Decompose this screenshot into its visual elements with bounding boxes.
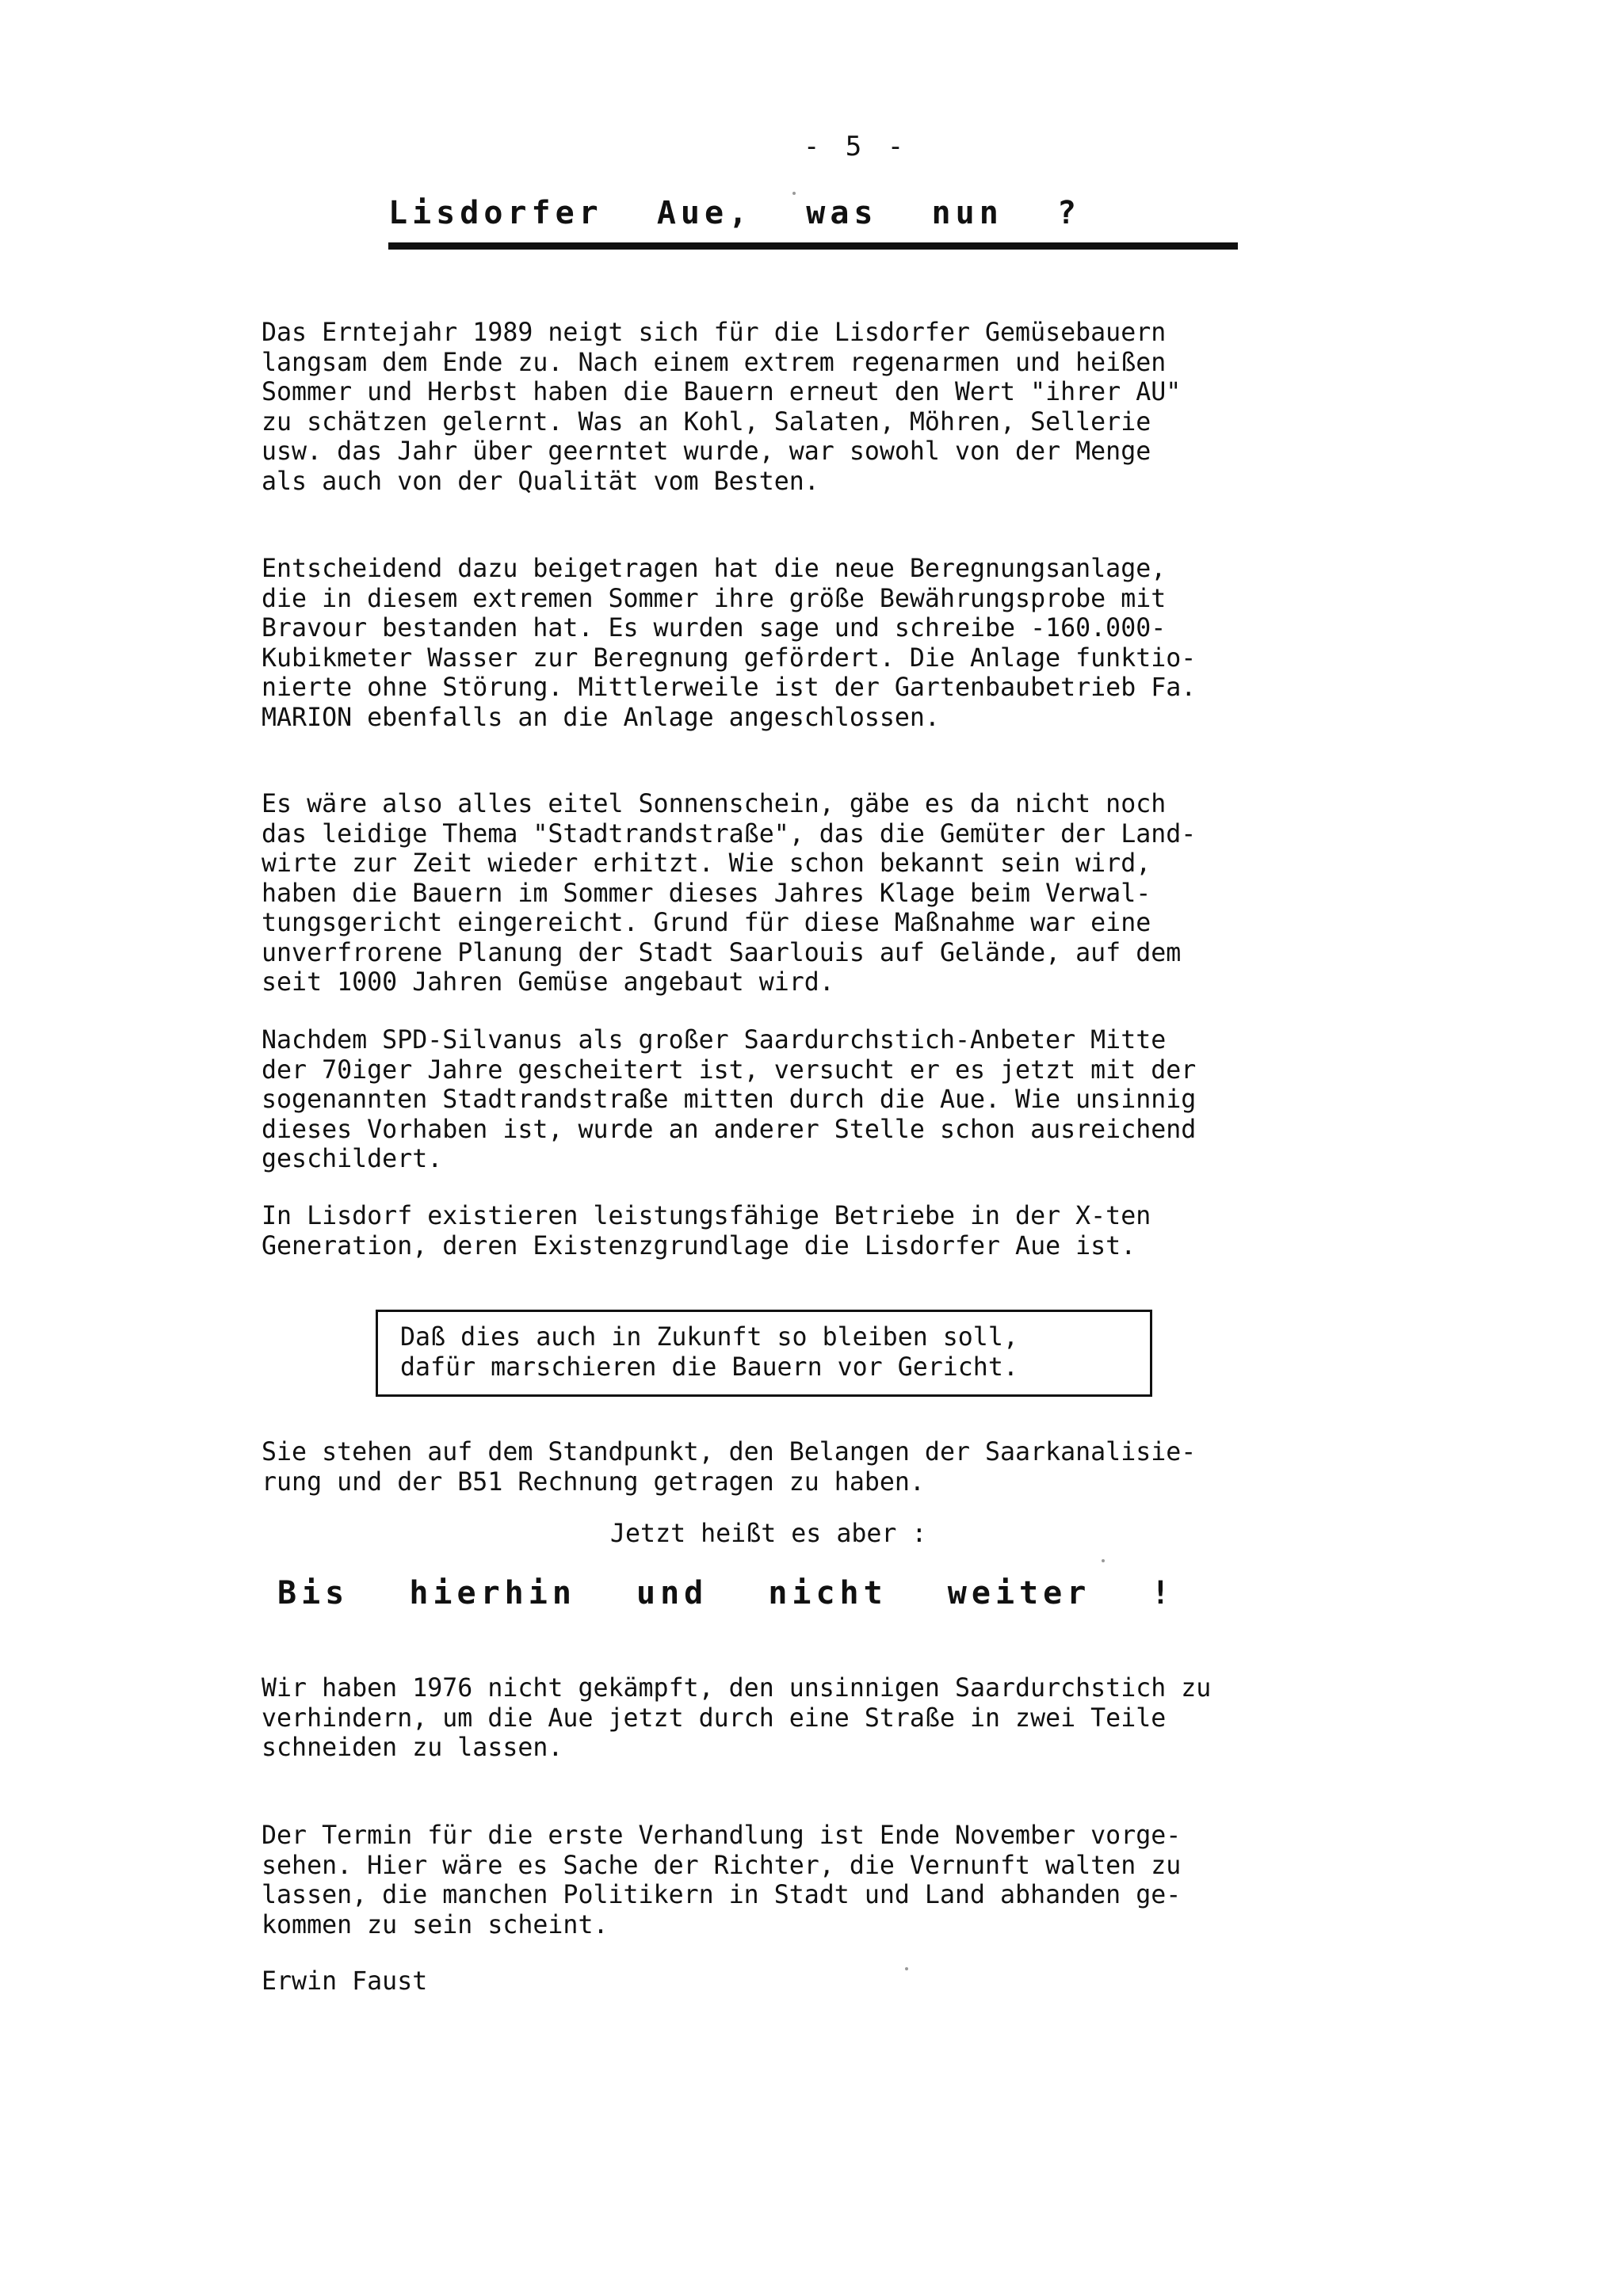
boxed-statement-text: Daß dies auch in Zukunft so bleiben soll, dafür marschieren die Bauern vor Gericht.	[400, 1323, 1018, 1382]
paragraph-standpunkt: Sie stehen auf dem Standpunkt, den Belangen der Saarkanalisie- rung und der B51 Rechnung getragen zu haben.	[262, 1438, 1197, 1497]
paragraph-irrigation: Entscheidend dazu beigetragen hat die neue Beregnungsanlage, die in diesem extremen Sommer ihre größe Bewährungsprobe mit Bravour bestanden hat. Es wurden sage und schreibe -160.000- Kubikmeter Wasser zur Beregnung gefördert. Die Anlage funktio- nierte ohne Störung. Mittlerweile ist der Gartenbaubetrieb Fa. MARION ebenfalls an die Anlage angeschlossen.	[262, 555, 1197, 732]
paragraph-silvanus: Nachdem SPD-Silvanus als großer Saardurchstich-Anbeter Mitte der 70iger Jahre gescheitert ist, versucht er es jetzt mit der sogenannten Stadtrandstraße mitten durch die Aue. Wie unsinnig dieses Vorhaben ist, wurde an anderer Stelle schon ausreichend geschildert.	[262, 1026, 1197, 1173]
scan-speck	[1102, 1559, 1105, 1562]
slogan-heading: Bis hierhin und nicht weiter !	[277, 1575, 1175, 1611]
author-signature: Erwin Faust	[262, 1967, 428, 1996]
article-title: Lisdorfer Aue, was nun ?	[388, 195, 1081, 231]
scan-speck	[792, 192, 796, 195]
page-number: - 5 -	[803, 131, 909, 162]
paragraph-1976: Wir haben 1976 nicht gekämpft, den unsinnigen Saardurchstich zu verhindern, um die Aue jetzt durch eine Straße in zwei Teile schneiden zu lassen.	[262, 1674, 1212, 1762]
paragraph-betriebe: In Lisdorf existieren leistungsfähige Betriebe in der X-ten Generation, deren Existenzgrundlage die Lisdorfer Aue ist.	[262, 1202, 1151, 1261]
boxed-statement	[376, 1310, 1152, 1397]
center-line: Jetzt heißt es aber :	[610, 1520, 927, 1548]
scan-speck	[905, 1967, 908, 1970]
paragraph-termin: Der Termin für die erste Verhandlung ist Ende November vorge- sehen. Hier wäre es Sache der Richter, die Vernunft walten zu lassen, die manchen Politikern in Stadt und Land abhanden ge- kommen zu sein scheint.	[262, 1821, 1182, 1939]
paragraph-harvest: Das Erntejahr 1989 neigt sich für die Lisdorfer Gemüsebauern langsam dem Ende zu. Nach einem extrem regenarmen und heißen Sommer und Herbst haben die Bauern erneut den Wert "ihrer AU" zu schätzen gelernt. Was an Kohl, Salaten, Möhren, Sellerie usw. das Jahr über geerntet wurde, war sowohl von der Menge als auch von der Qualität vom Besten.	[262, 318, 1182, 496]
paragraph-stadtrandstrasse: Es wäre also alles eitel Sonnenschein, gäbe es da nicht noch das leidige Thema "Stadtrandstraße", das die Gemüter der Land- wirte zur Zeit wieder erhitzt. Wie schon bekannt sein wird, haben die Bauern im Sommer dieses Jahres Klage beim Verwal- tungsgericht eingereicht. Grund für diese Maßnahme war eine unverfrorene Planung der Stadt Saarlouis auf Gelände, auf dem seit 1000 Jahren Gemüse angebaut wird.	[262, 790, 1197, 997]
title-underline	[388, 242, 1238, 250]
